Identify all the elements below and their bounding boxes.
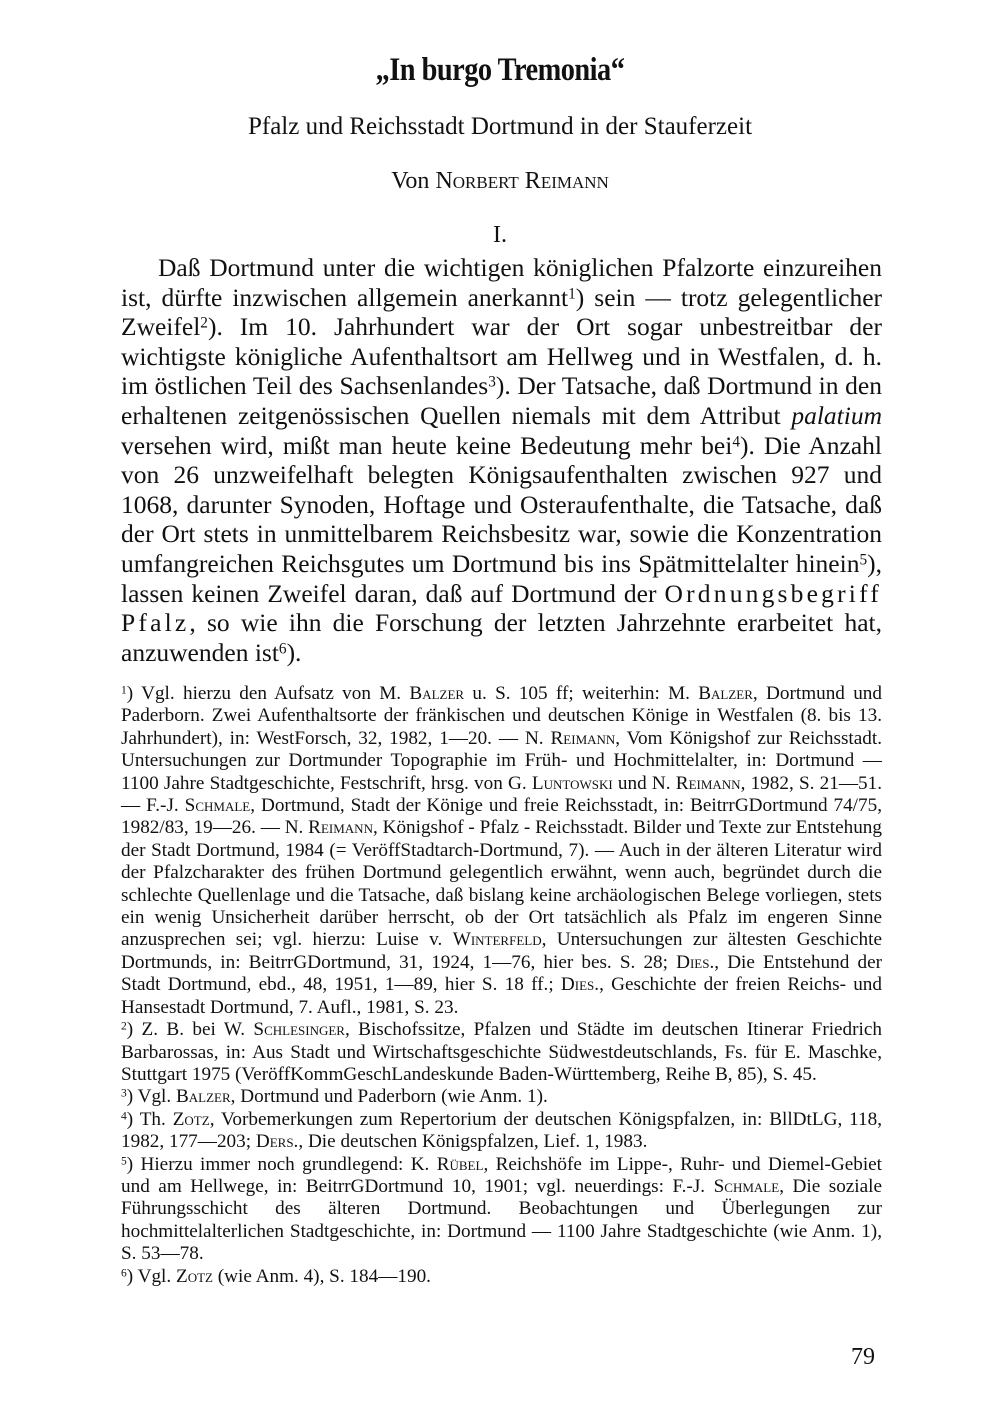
article-subtitle: Pfalz und Reichsstadt Dortmund in der Stauferzeit — [247, 113, 753, 140]
author-name-sc: Luntowski — [531, 772, 613, 794]
section-number: I. — [493, 222, 507, 248]
author-name-sc: Reimann — [675, 772, 741, 794]
author-line — [0, 168, 1000, 195]
footnote-ref: 1 — [568, 284, 576, 302]
page-number: 79 — [851, 1344, 875, 1370]
footnote-2 — [121, 1019, 882, 1086]
body-span: ). — [286, 637, 302, 667]
spaced-term-pfalz: Pfalz — [121, 608, 190, 638]
footnote-span: , Dortmund und Paderborn. Zwei Aufenthaltsorte der fränkischen und deutschen Könige in Westfalen (8. bis 13. Jahrhundert), in: WestForsch, 32, 1982, 1—20. — N. — [121, 683, 882, 749]
author-name-sc: Balzer — [409, 683, 465, 704]
footnote-span: und N. — [612, 772, 676, 794]
author-name-sc: Zotz — [172, 1108, 210, 1130]
footnote-1 — [121, 683, 882, 1019]
author-name-sc: Schmale — [184, 795, 251, 817]
footnote-span: , 1982, S. 21—51. — F.-J. — [121, 772, 883, 817]
footnote-number: 5 — [121, 1154, 127, 1167]
footnote-span: , Reichshöfe im Lippe-, Ruhr- und Diemel-Gebiet und am Hellwege, in: BeitrrGDortmund 10, 1901; vgl. neuerdings: F.-J. — [121, 1153, 882, 1197]
footnote-span: , Königshof - Pfalz - Reichsstadt. Bilder und Texte zur Entstehung der Stadt Dortmund, 1984 (= VeröffStadtarch-Dortmund, 7). — Auch in der älteren Literatur wird der Pfalzcharakter des frühen Dortmund gelegentlich erwähnt, wenn auch, begründet durch die schlechte Quellenlage und die Tatsache, daß bislang keine archäologischen Belege vorliegen, stets ein wenig Unsicherheit darüber herrscht, ob der Ort tatsächlich als Pfalz im engeren Sinne anzusprechen sei; vgl. hierzu: Luise v. — [121, 817, 882, 951]
footnote-number: 2 — [121, 1020, 127, 1033]
footnote-3 — [121, 1086, 882, 1108]
body-span: ). Die Anzahl von 26 unzweifelhaft belegten Königsaufenthalten zwischen 927 und 1068, darunter Synoden, Hoftage und Osteraufenthalte, die Tatsache, daß der Ort stets in unmittelbarem Reichsbesitz war, sowie die Konzentration umfangreichen Reichsgutes um Dortmund bis ins Spätmittelalter hinein — [121, 430, 882, 578]
footnote-span: , Geschichte der freien Reichs- und Hansestadt Dortmund, 7. Aufl., 1981, S. 23. — [121, 974, 882, 1018]
footnote-4 — [121, 1109, 882, 1154]
footnote-span: , Untersuchungen zur ältesten Geschichte Dortmunds, in: BeitrrGDortmund, 31, 1924, 1—76, hier bes. S. 28; — [121, 929, 882, 973]
body-span: , so wie ihn die Forschung der letzten Jahrzehnte erarbeitet hat, anzuwenden ist — [121, 608, 882, 667]
author-prefix: Von — [391, 168, 436, 194]
footnote-6 — [121, 1266, 882, 1288]
footnote-ref: 3 — [488, 373, 496, 391]
author-name-sc: Ders. — [255, 1131, 299, 1153]
author-name-sc: Rübel — [436, 1153, 484, 1175]
author-name-sc: Schmale — [713, 1175, 780, 1197]
footnote-ref: 5 — [859, 551, 868, 569]
body-paragraph — [121, 253, 882, 667]
footnote-span: ) Z. B. bei W. — [126, 1019, 254, 1041]
body-text — [121, 253, 882, 667]
author-name-sc: Winterfeld — [452, 929, 542, 951]
body-span: ). Im 10. Jahrhundert war der Ort sogar unbestreitbar der wichtigste königliche Aufenthaltsort am Hellweg und in Westfalen, d. h. im östlichen Teil des Sachsenlandes — [121, 312, 882, 401]
footnote-span: (wie Anm. 4), S. 184—190. — [212, 1265, 431, 1287]
footnote-span: , Die soziale Führungsschicht des älteren Dortmund. Beobachtungen und Überlegungen zur hochmittelalterlichen Stadtgeschichte, in: Dortmund — 1100 Jahre Stadtgeschichte (wie Anm. 1), S. 53—78. — [121, 1175, 883, 1265]
author-name-sc: Balzer — [698, 683, 753, 704]
author-name-sc: Schlesinger — [253, 1019, 345, 1041]
footnote-span: , Dortmund, Stadt der Könige und freie Reichsstadt, in: BeitrrGDortmund 74/75, 1982/83, 19—26. — N. — [121, 795, 883, 839]
spaced-term-ordnungsbegriff: Ordnungsbegriff — [664, 578, 882, 608]
body-span: versehen wird, mißt man heute keine Bedeutung mehr bei — [121, 430, 733, 460]
author-name-sc: Balzer — [175, 1086, 231, 1108]
footnote-span: u. S. 105 ff; weiterhin: M. — [464, 683, 699, 704]
footnote-span: , Vorbemerkungen zum Repertorium der deutschen Königspfalzen, in: BllDtLG, 118, 1982, 177—203; — [121, 1108, 882, 1153]
footnote-span: , Bischofssitze, Pfalzen und Städte im deutschen Itinerar Friedrich Barbarossas, in: Aus Stadt und Wirtschaftsgeschichte Südwestdeutschlands, Fs. für E. Maschke, Stuttgart 1975 (VeröffKommGeschLandeskunde Baden-Württemberg, Reihe B, 85), S. 45. — [121, 1019, 882, 1085]
footnote-span: ) Vgl. — [126, 1086, 176, 1108]
footnotes — [121, 683, 882, 1288]
author-name-sc: Zotz — [175, 1265, 213, 1287]
article-title: „In burgo Tremonia“ — [375, 52, 625, 88]
body-span: Daß Dortmund unter die wichtigen königlichen Pfalzorte einzureihen ist, dürfte inzwischen allgemein anerkannt — [121, 253, 882, 312]
footnote-number: 4 — [121, 1109, 127, 1122]
footnote-ref: 6 — [278, 640, 287, 658]
footnote-ref: 4 — [732, 432, 740, 450]
body-span: ) sein — trotz gelegentlicher Zweifel — [121, 282, 882, 342]
author-name-sc: Dies. — [560, 974, 600, 996]
author-name-sc: Reimann — [550, 727, 616, 749]
footnote-span: , Dortmund und Paderborn (wie Anm. 1). — [230, 1086, 548, 1108]
footnote-span: ) Hierzu immer noch grundlegend: K. — [126, 1153, 437, 1175]
footnote-number: 1 — [121, 684, 127, 697]
author-name-sc: Dies. — [676, 951, 715, 973]
footnote-span: , Die Entstehund der Stadt Dortmund, ebd., 48, 1951, 1—89, hier S. 18 ff.; — [121, 951, 882, 996]
footnote-ref: 2 — [200, 314, 208, 332]
body-span: ), lassen keinen Zweifel daran, daß auf Dortmund der — [121, 548, 882, 608]
body-span: ). Der Tatsache, daß Dortmund in den erhaltenen zeitgenössischen Quellen niemals mit dem Attribut — [121, 371, 882, 430]
author-name: Norbert Reimann — [435, 168, 609, 194]
footnote-5 — [121, 1154, 882, 1266]
footnote-span: ) Vgl. hierzu den Aufsatz von M. — [126, 683, 410, 704]
footnote-number: 6 — [121, 1266, 127, 1279]
footnote-span: , Die deutschen Königspfalzen, Lief. 1, 1983. — [298, 1131, 648, 1153]
footnote-span: , Vom Königshof zur Reichsstadt. Untersuchungen zur Dortmunder Topographie im Früh- und Hochmittelalter, in: Dortmund — 1100 Jahre Stadtgeschichte, Festschrift, hrsg. von G. — [121, 727, 882, 794]
footnote-span: ) Th. — [126, 1108, 173, 1130]
footnote-number: 3 — [121, 1087, 127, 1100]
author-name-sc: Reimann — [308, 817, 373, 839]
footnote-span: ) Vgl. — [126, 1265, 176, 1287]
emphasis-palatium: palatium — [791, 400, 882, 430]
